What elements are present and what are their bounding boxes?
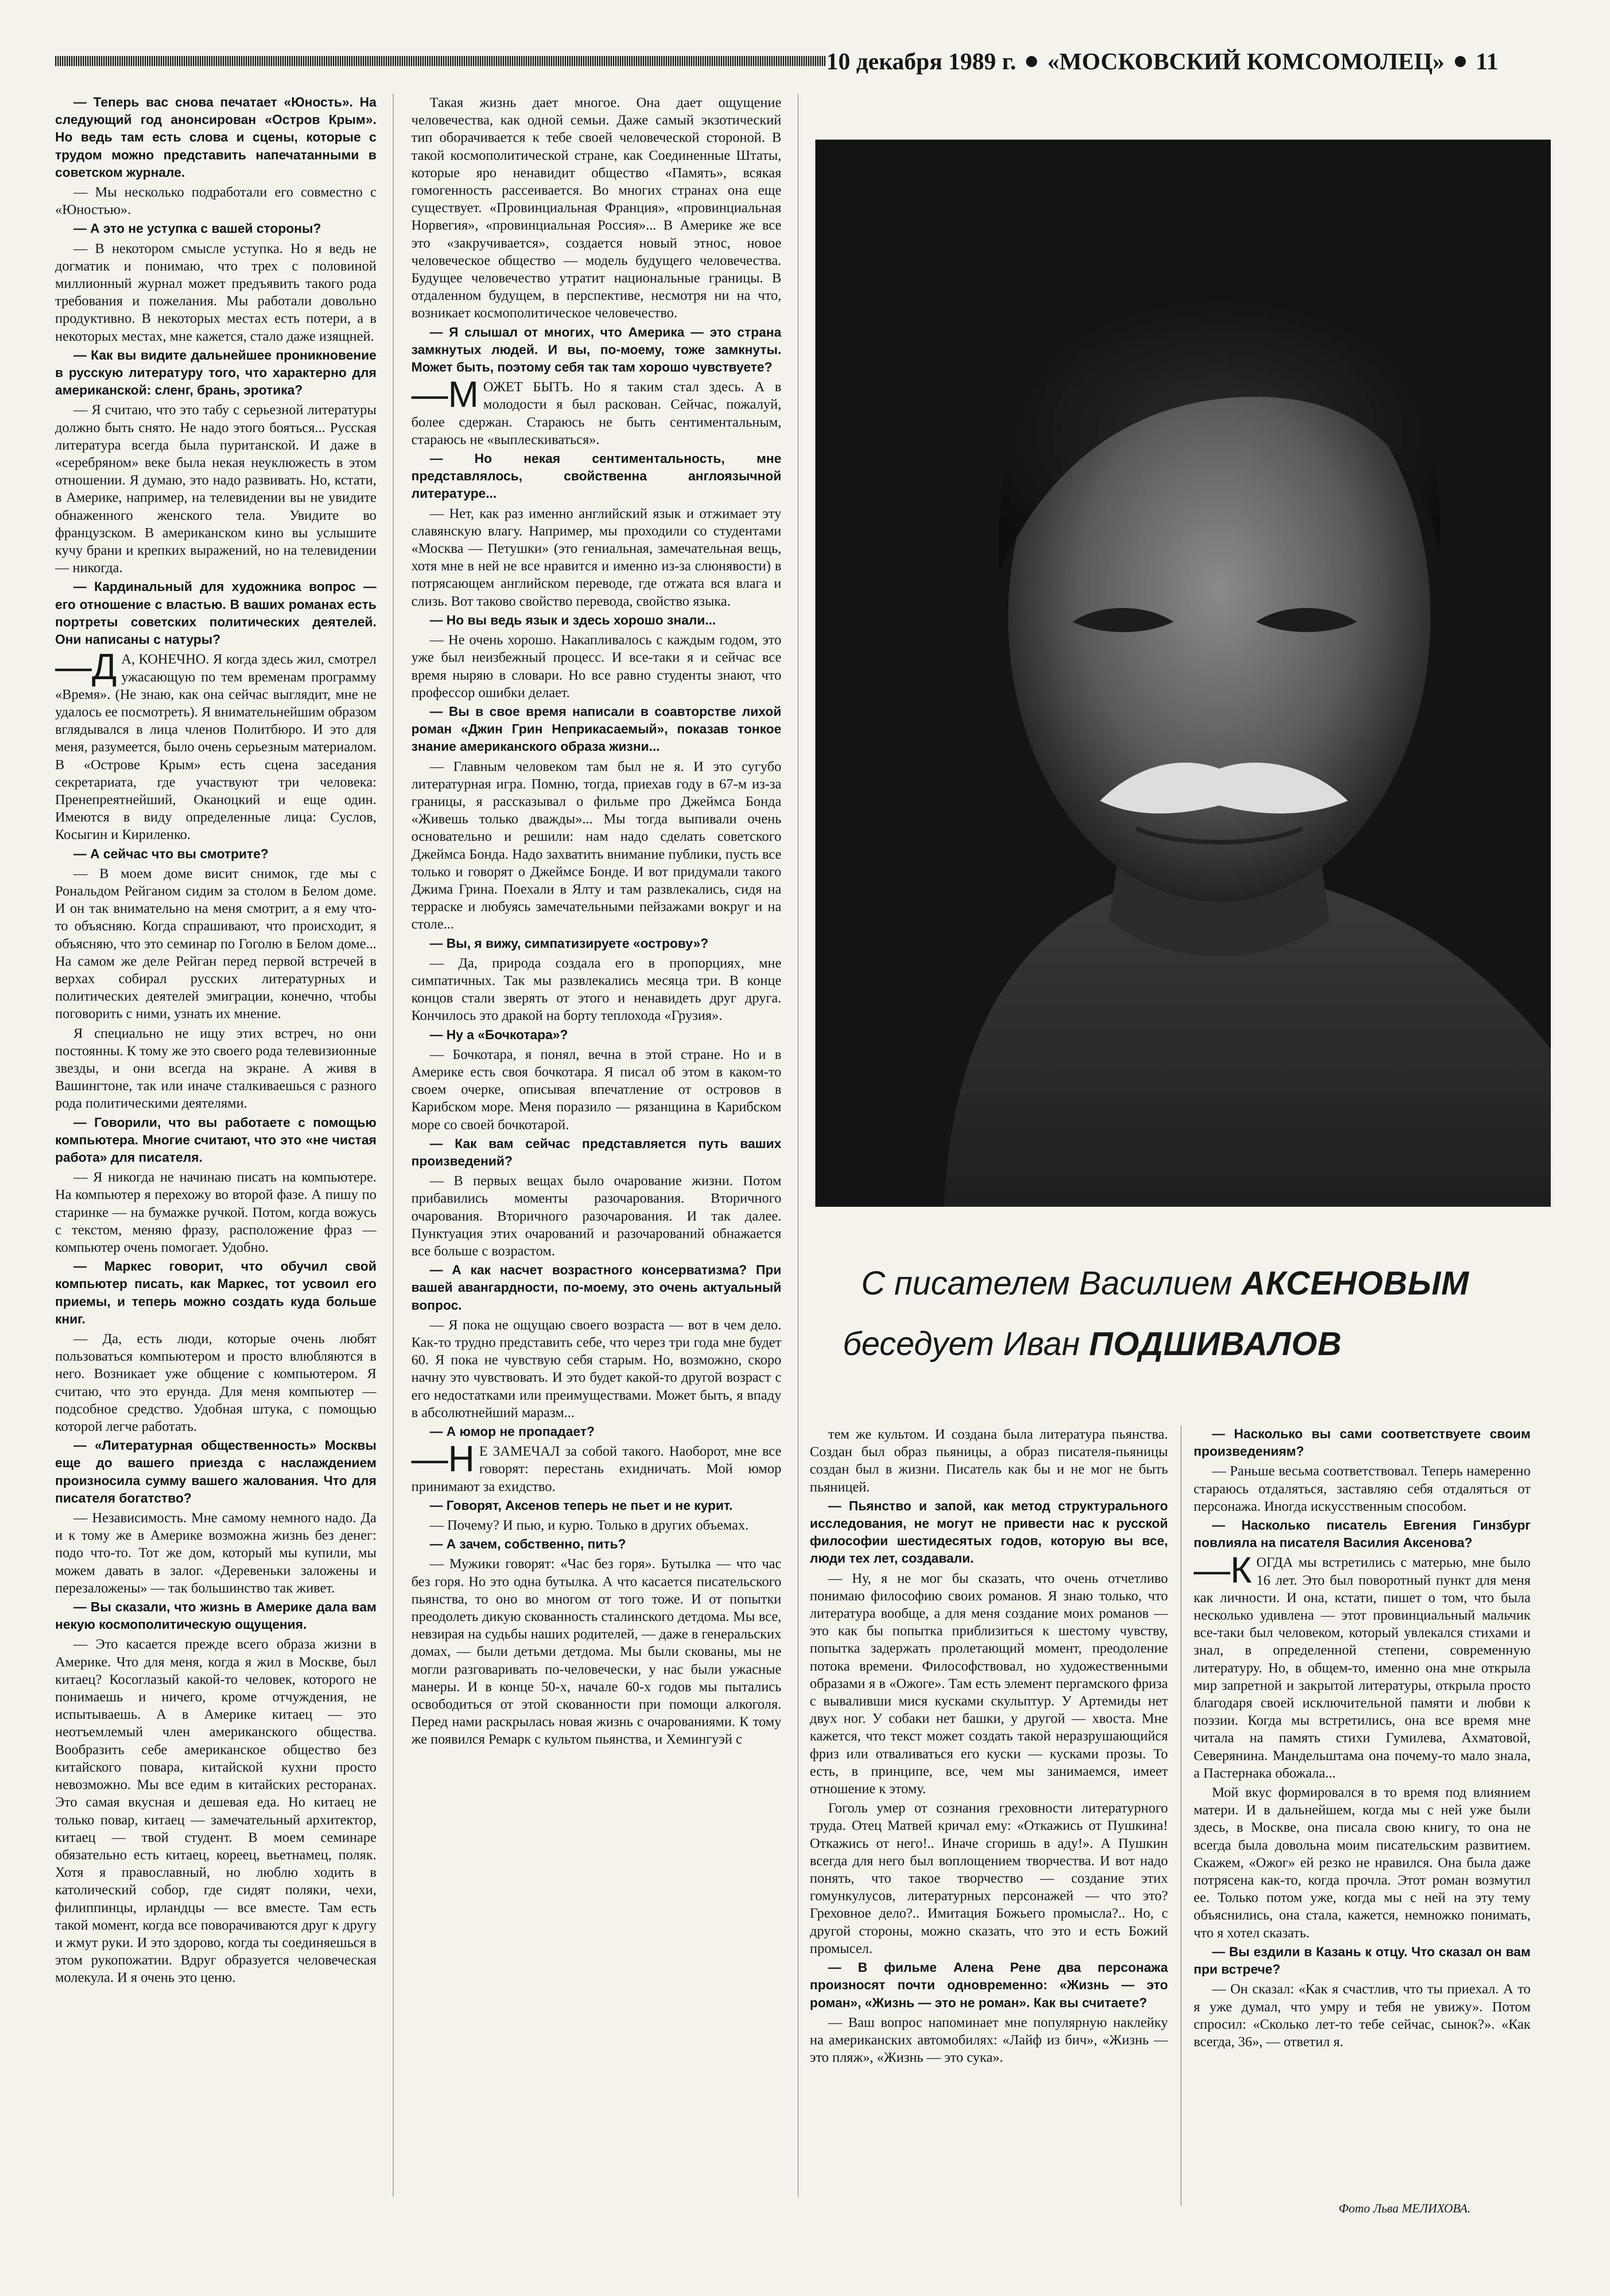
interview-answer	[411, 1555, 781, 1748]
interview-question	[55, 1258, 376, 1328]
paragraph-text: — Независимость. Мне самому немного надо. Да и к тому же в Америке возможна жизнь без денег: подо что-то. Тот же дом, который мы купили, мы можем давать в залог. «Деревеньки заложены и перезаложены» — так большинство так живет.	[55, 1510, 376, 1596]
paragraph-text: — В некотором смысле уступка. Но я ведь не догматик и понимаю, что трех с половиной миллионный журнал может предъявить такого рода требования и пожелания. Мы работали довольно продуктивно. В некоторых местах есть потери, а в некоторых местах, мне кажется, стало даже изящней.	[55, 240, 376, 344]
interview-question	[810, 1497, 1168, 1568]
interview-question	[411, 1423, 781, 1441]
paragraph-text: — «Литературная общественность» Москвы еще до вашего приезда с наслаждением произносила сумму вашего жалования. Что для писателя богатство?	[55, 1438, 376, 1506]
interview-answer	[810, 2014, 1168, 2066]
interview-answer	[810, 1425, 1168, 1496]
interview-answer	[411, 1316, 781, 1421]
paragraph-text: Такая жизнь дает многое. Она дает ощущение человечества, как одной семьи. Даже самый экзотический тип оборачивается к тебе своей человеческой стороной. В такой космополитической стране, как Соединенные Штаты, которые яро ненавидит общество «Память», всякая гомогенность рассеивается. Во многих странах она еще существует. «Провинциальная Франция», «провинциальная Норвегия», «провинциальная Россия»... В Америке же все это «закручивается», создается новый этнос, новое человеческое общество — модель будущего человечества. Будущее человечество утратит национальные границы. В отдаленном будущем, в перспективе, несмотря ни на что, возникает космополитическое человечество.	[411, 95, 781, 321]
paragraph-text: — Да, есть люди, которые очень любят пользоваться компьютером и просто влюбляются в него. Возникает уже общение с компьютером. Я считаю, что это ерунда. Для меня компьютер — подсобное средство. Удобная штука, с помощью которой легче работать.	[55, 1331, 376, 1435]
interview-answer	[411, 505, 781, 610]
page-header	[826, 44, 1533, 79]
interview-question	[411, 324, 781, 377]
paragraph-text: — Пьянство и запой, как метод структурального исследования, не могут не привести нас к русской философии шестидесятых годов, которую вы все, люди тех лет, создавали.	[810, 1498, 1168, 1566]
photo-credit: Фото Льва МЕЛИХОВА.	[1339, 2201, 1471, 2215]
issue-date: 10 декабря 1989 г.	[826, 48, 1016, 75]
paragraph-text: — Я считаю, что это табу с серьезной литературы должно быть снято. Не надо этого бояться... Русская литература всегда была пуританской. И даже в «серебряном» веке была некая неуклюжесть в этом отношении. Я думаю, это надо развивать. Но, кстати, в Америке, например, на телевидении вы не увидите обнаженного женского тела. Увидите во французском. В американском кино вы услышите кучу брани и крепких выражений, но на телевидении — никогда.	[55, 402, 376, 576]
paragraph-text: Мой вкус формировался в то время под влиянием матери. И в дальнейшем, когда мы с ней уже были здесь, в Москве, она писала свою книгу, то она не всегда была довольна моим писательским развитием. Скажем, «Ожог» ей резко не нравился. Она была даже потрясена как-то, когда прочла. Этот роман возмутил ее. Только потом уже, когда мы с ней на эту тему объяснились, она стала, кажется, немножко понимать, что я хотел сказать.	[1194, 1784, 1531, 1941]
interview-question	[411, 450, 781, 503]
drop-cap: —Н	[411, 1438, 475, 1480]
headline-line-1: С писателем Василием АКСЕНОВЫМ	[861, 1265, 1470, 1302]
interview-question	[55, 845, 376, 863]
interview-question	[411, 935, 781, 952]
interview-answer	[411, 1516, 781, 1534]
interview-question	[55, 1437, 376, 1507]
paragraph-text: — Кардинальный для художника вопрос — его отношение с властью. В ваших романах есть портреты советских политических деятелей. Они написаны с натуры?	[55, 580, 376, 647]
paragraph-text: тем же культом. И создана была литература пьянства. Создан был образ пьяницы, а образ писателя-пьяницы создан был в жизни. Писатель как бы и не мог не быть пьяницей.	[810, 1426, 1168, 1495]
interview-answer	[1194, 1549, 1531, 1782]
interview-answer	[1194, 1980, 1531, 2050]
interview-answer	[55, 1509, 376, 1597]
interview-answer	[1194, 1784, 1531, 1941]
interview-answer	[411, 94, 781, 322]
interview-question	[55, 578, 376, 648]
paragraph-text: — Насколько писатель Евгения Гинзбург повлияла на писателя Василия Аксенова?	[1194, 1518, 1531, 1551]
interview-answer	[55, 1635, 376, 1986]
paragraph-text: — Ваш вопрос напоминает мне популярную наклейку на американских автомобилях: «Лайф из бич», «Жизнь — это пляж», «Жизнь — это сука».	[810, 2014, 1168, 2065]
interview-question	[411, 612, 781, 629]
interview-answer	[411, 1172, 781, 1260]
paragraph-text: Я специально не ищу этих встреч, но они постоянны. К тому же это своего рода телевизионные звезды, и они всегда на экране. А живя в Вашингтоне, так или иначе сталкиваешься с разного рода политическими деятелями.	[55, 1025, 376, 1111]
paragraph-text: — Теперь вас снова печатает «Юность». На следующий год анонсирован «Остров Крым». Но ведь там есть слова и сцены, которые с трудом можно представить напечатанными в советском журнале.	[55, 95, 376, 180]
paragraph-text: — Говорят, Аксенов теперь не пьет и не курит.	[430, 1498, 733, 1513]
interview-question	[411, 1497, 781, 1514]
paragraph-text: — Я никогда не начинаю писать на компьютере. На компьютер я перехожу во второй фазе. А пишу по старинке — на бумажке ручкой. Потом, когда вожусь с текстом, меняю фразу, расположение фраз — компьютер очень помогает. Удобно.	[55, 1169, 376, 1255]
interview-answer	[55, 865, 376, 1023]
page-number: 11	[1475, 48, 1498, 75]
author-portrait-photo	[815, 140, 1551, 1207]
article-column-3	[810, 1425, 1168, 2220]
paragraph-text: — В моем доме висит снимок, где мы с Рональдом Рейганом сидим за столом в Белом доме. И он так внимательно на меня смотрит, а я ему что-то объясняю. Когда спрашивают, что происходит, я объясняю, что это семинар по Гоголю в Белом доме... На самом же деле Рейган перед первой встречей в верхах собирал русских литературных и политических деятелей эмиграции, конечно, чтобы поговорить с ними, узнать их мнение.	[55, 865, 376, 1022]
interview-answer	[411, 954, 781, 1024]
article-column-4	[1194, 1425, 1531, 2197]
paragraph-text: — Главным человеком там был не я. И это сугубо литературная игра. Помню, тогда, приехав году в 67-м из-за границы, я рассказывал о фильме про Джеймса Бонда «Живешь только дважды»... Мы тогда выпивали очень основательно и решили: нам надо сделать советского Джеймса Бонда. Надо захватить внимание публики, пусть все только и говорят о Джеймсе Бонде. И вот придумали такого Джима Грина. Поехали в Ялту и там развлекались, сидя на терраске и любуясь замечательными пейзажами вокруг и на столе...	[411, 758, 781, 932]
paragraph-text: — Вы ездили в Казань к отцу. Что сказал он вам при встрече?	[1194, 1944, 1531, 1977]
paragraph-text: — Как вам сейчас представляется путь ваших произведений?	[411, 1136, 781, 1169]
interview-question	[1194, 1425, 1531, 1460]
paragraph-text: ОГДА мы встретились с матерью, мне было 16 лет. Это был поворотный пункт для меня как личности. И она, кстати, пишет о том, что была несколько удивлена — этот провинциальный мальчик все-таки был человеком, который увлекался стихами и знал, в определенной степени, современную литературу. Но, в общем-то, именно она мне открыла мир запретной и закрытой литературы, открыла просто благодаря своей исключительной памяти и любви к поэзии. Когда мы встретились, она все время мне читала на память стихи Гумилева, Ахматовой, Северянина. Мандельштама она почему-то мало знала, а Пастернака обожала...	[1194, 1554, 1531, 1781]
interview-question	[55, 347, 376, 400]
interview-question	[411, 703, 781, 756]
paragraph-text: — Как вы видите дальнейшее проникновение в русскую литературу того, что характерно для американской: сленг, брань, эротика?	[55, 348, 376, 398]
paragraph-text: — Но вы ведь язык и здесь хорошо знали...	[430, 613, 716, 628]
article-column-2	[411, 94, 781, 2201]
interview-answer	[411, 374, 781, 448]
bullet-icon	[1455, 56, 1466, 67]
paragraph-text: — А зачем, собственно, пить?	[430, 1537, 626, 1552]
paragraph-text: — Мы несколько подработали его совместно с «Юностью».	[55, 184, 376, 218]
paragraph-text: — В первых вещах было очарование жизни. Потом прибавились моменты разочарования. Вторичного очарования. Вторичного разочарования. И так далее. Пунктуация этих очарований и разочарований обнажается все больше с возрастом.	[411, 1173, 781, 1259]
interview-question	[55, 220, 376, 237]
interview-question	[1194, 1943, 1531, 1978]
interview-answer	[810, 1799, 1168, 1957]
interview-answer	[411, 758, 781, 933]
interview-answer	[411, 1046, 781, 1133]
paragraph-text: — Не очень хорошо. Накапливалось с каждым годом, это уже был неизбежный процесс. И все-таки я и сейчас все время ныряю в словари. Но все равно студенты знают, что профессор ошибки делает.	[411, 632, 781, 700]
paragraph-text: — А как насчет возрастного консерватизма? При вашей авангардности, по-моему, это очень актуальный вопрос.	[411, 1263, 781, 1313]
paragraph-text: Гоголь умер от сознания греховности литературного труда. Отец Матвей кричал ему: «Откажись от Пушкина! Откажись от него!.. Иначе сгоришь в аду!». А Пушкин всегда для него был воплощением творчества. И вот надо понять, что такое творчество — создание этих гомункулусов, литературных персонажей — что это? Греховное дело?.. Имитация Божьего промысла?.. Но, с другой стороны, можно сказать, что это и есть Божий промысел.	[810, 1800, 1168, 1956]
interview-question	[1194, 1517, 1531, 1552]
paragraph-text: — Маркес говорит, что обучил свой компьютер писать, как Маркес, тот усвоил его приемы, и теперь можно создать куда больше книг.	[55, 1259, 376, 1327]
interview-question	[810, 1959, 1168, 2012]
drop-cap: —Д	[55, 646, 117, 687]
paragraph-text: — Да, природа создала его в пропорциях, мне симпатичных. Так мы развлекались месяца три. В конце концов стали зверять от этого и ненавидеть друг друга. Кончилось это дракой на борту теплохода «Грузия».	[411, 955, 781, 1024]
interview-answer	[55, 183, 376, 218]
interview-answer	[411, 1438, 781, 1495]
newspaper-name: «МОСКОВСКИЙ КОМСОМОЛЕЦ»	[1047, 48, 1445, 75]
drop-cap: —М	[411, 374, 479, 415]
interview-question	[55, 1598, 376, 1633]
interview-answer	[55, 1168, 376, 1256]
paragraph-text: — Это касается прежде всего образа жизни в Америке. Что для меня, когда я жил в Москве, был китаец? Косоглазый какой-то человек, которого не понимаешь и ничего, кроме отчуждения, не испытываешь. А в Америке китаец — это неотъемлемый член американского общества. Вообразить себе американское общество без китайского повара, китайской кухни просто невозможно. Мы все едим в китайских ресторанах. Это самая вкусная и дешевая еда. Но китаец не только повар, китаец — замечательный архитектор, китаец — твой студент. В моем семинаре обязательно есть китаец, кореец, вьетнамец, поляк. Хотя я православный, но люблю ходить в католический собор, где сидят поляки, чехи, филиппинцы, ирландцы — все вместе. Там есть такой момент, когда все поворачиваются друг к другу и жмут руки. И это здорово, когда ты соединяешься в этом рукопожатии. Вдруг образуется человеческая молекула. И я очень это ценю.	[55, 1636, 376, 1986]
paragraph-text: — А юмор не пропадает?	[430, 1424, 595, 1440]
header-rule	[55, 56, 826, 66]
paragraph-text: — А это не уступка с вашей стороны?	[73, 221, 321, 236]
paragraph-text: — Бочкотара, я понял, вечна в этой стране. Но и в Америке есть своя бочкотара. Я писал об этом в каком-то своем очерке, описывая впечатление от островов в Карибском море. Меня поразило — рязанщина в Карибском море со своей бочкотарой.	[411, 1046, 781, 1132]
paragraph-text: — Мужики говорят: «Час без горя». Бутылка — что час без горя. Но это одна бутылка. А что касается писательского пьянства, то оно во многом от того тоже. И от попытки преодолеть дикую скованность сталинского детдома. Мы все, невзирая на судьбы наших родителей, — даже в генеральских домах, — были детьми детдома. Мы были скованы, мы не могли разговаривать по-человечески, у нас были ужасные манеры. И в конце 50-х, начале 60-х годов мы пытались освободиться от этой скованности при помощи алкоголя. Перед нами раскрылась новая жизнь с очарованиями. К тому же появился Ремарк с культом пьянства, и Хемингуэй с	[411, 1556, 781, 1747]
interview-question	[411, 1026, 781, 1044]
paragraph-text: — Вы в свое время написали в соавторстве лихой роман «Джин Грин Неприкасаемый», показав тонкое знание американского образа жизни...	[411, 704, 781, 754]
interview-question	[411, 1135, 781, 1170]
paragraph-text: ОЖЕТ БЫТЬ. Но я таким стал здесь. А в молодости я был раскован. Сейчас, пожалуй, более сдержан. Стараюсь не быть сентиментальным, стараюсь не «выплескиваться».	[411, 379, 781, 447]
article-column-1	[55, 94, 376, 2224]
paragraph-text: — Вы, я вижу, симпатизируете «острову»?	[430, 936, 709, 951]
paragraph-text: — Нет, как раз именно английский язык и отжимает эту славянскую влагу. Например, мы проходили со студентами «Москва — Петушки» (это гениальная, замечательная вещь, хотя мне в ней не все нравится и именно из-за слюнявости) в потрясающем английском переводе, где отжата вся влага и слизь. Вот таково свойство перевода, свойство языка.	[411, 505, 781, 609]
paragraph-text: — Ну, я не мог бы сказать, что очень отчетливо понимаю философию своих романов. Я знаю только, что литература вообще, а для меня создание моих романов — это как бы попытка приблизиться к шестому чувству, попытка задержать пролетающий момент, преодоление потока времени. Философствовал, но художественными образами я в «Ожоге». Там есть элемент пергамского фриза с вываливши мися кусками скульптур. У Артемиды нет двух ног. У собаки нет башки, у другой — хвоста. Мне кажется, что текст может создать такой неразрушающийся фриз или отваливаться его куски — кусками прозы. То есть, в принципе, все, чем мы занимаемся, имеет отношение к этому.	[810, 1570, 1168, 1797]
paragraph-text: — А сейчас что вы смотрите?	[73, 846, 269, 861]
paragraph-text: А, КОНЕЧНО. Я когда здесь жил, смотрел ужасающую по тем временам программу «Время». (Не знаю, как она сейчас выглядит, мне не удалось ее посмотреть). Я внимательнейшим образом вглядывался в лица членов Политбюро. И это для меня, разумеется, было очень серьезным материалом. В «Острове Крым» есть сцена заседания секретариата, где участвуют три человека: Пренепреятнейший, Оканоцкий и еще один. Имеются в виду определенные лица: Суслов, Косыгин и Кириленко.	[55, 651, 376, 843]
paragraph-text: — Но некая сентиментальность, мне представлялось, свойственна англоязычной литературе...	[411, 451, 781, 501]
interview-answer	[55, 1024, 376, 1112]
paragraph-text: — Почему? И пью, и курю. Только в других объемах.	[430, 1517, 749, 1533]
paragraph-text: — Насколько вы сами соответствуете своим произведениям?	[1194, 1427, 1531, 1459]
bullet-icon	[1026, 56, 1037, 67]
paragraph-text: — Вы сказали, что жизнь в Америке дала вам некую космополитическую ощущения.	[55, 1600, 376, 1632]
interview-answer	[1194, 1462, 1531, 1515]
paragraph-text: — Говорили, что вы работаете с помощью компьютера. Многие считают, что это «не чистая работа» для писателя.	[55, 1115, 376, 1165]
interview-answer	[810, 1570, 1168, 1798]
paragraph-text: — Ну а «Бочкотара»?	[430, 1027, 568, 1042]
interview-answer	[411, 631, 781, 701]
paragraph-text: — Я пока не ощущаю своего возраста — вот в чем дело. Как-то трудно представить себе, что через три года мне будет 60. Я пока не чувствую себя старым. Но, возможно, скоро начну это чувствовать. И это будет какой-то другой возраст с его недостатками или преимуществами. Может быть, я впаду в абсолютнейший маразм...	[411, 1317, 781, 1420]
interview-answer	[55, 240, 376, 345]
drop-cap: —К	[1194, 1549, 1252, 1591]
interview-answer	[55, 646, 376, 843]
interview-question	[55, 94, 376, 181]
paragraph-text: Е ЗАМЕЧАЛ за собой такого. Наоборот, мне все говорят: перестань ехидничать. Мой юмор принимают за ехидство.	[411, 1443, 781, 1494]
interview-question	[411, 1261, 781, 1314]
interview-question	[55, 1114, 376, 1167]
paragraph-text: — Раньше весьма соответствовал. Теперь намеренно стараюсь отдаляться, заставляю себя отдаляться от персонажа. Иногда искусственным способом.	[1194, 1463, 1531, 1514]
interview-question	[411, 1536, 781, 1553]
paragraph-text: — Он сказал: «Как я счастлив, что ты приехал. А то я уже думал, что умру и тебя не увижу». Потом спросил: «Сколько лет-то тебе сейчас, сынок?». «Как всегда, 36», — ответил я.	[1194, 1981, 1531, 2049]
paragraph-text: — В фильме Алена Рене два персонажа произносят почти одновременно: «Жизнь — это роман», «Жизнь — это не роман». Как вы считаете?	[810, 1960, 1168, 2010]
interview-answer	[55, 1330, 376, 1435]
interview-answer	[55, 401, 376, 576]
headline-line-2: беседует Иван ПОДШИВАЛОВ	[843, 1326, 1342, 1362]
paragraph-text: — Я слышал от многих, что Америка — это страна замкнутых людей. И вы, по-моему, тоже замкнуты. Может быть, поэтому себя так там хорошо чувствуете?	[411, 325, 781, 375]
